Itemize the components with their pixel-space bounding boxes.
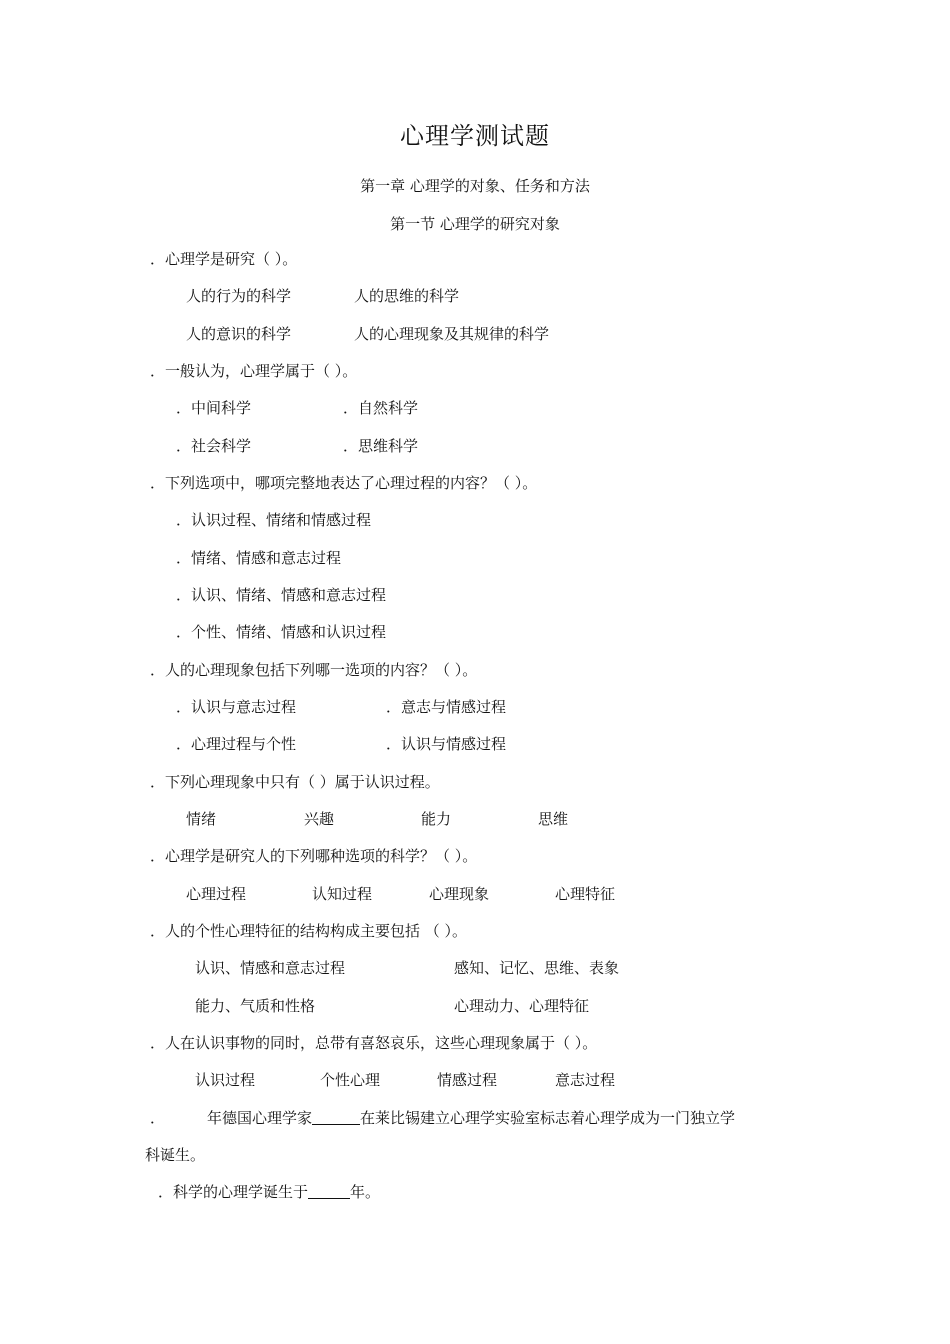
question-7: ．人的个性心理特征的结构构成主要包括 （ ）。 [150, 922, 468, 940]
q8-option-d: 意志过程 [555, 1071, 616, 1089]
answer-blank-2[interactable] [308, 1182, 350, 1199]
q3-option-d: ．个性、情绪、情感和认识过程 [176, 623, 387, 641]
question-6: ．心理学是研究人的下列哪种选项的科学？（ ）。 [150, 847, 478, 865]
q2-option-a: ．中间科学 [176, 399, 252, 417]
page-title: 心理学测试题 [400, 122, 550, 150]
q8-option-a: 认识过程 [195, 1071, 256, 1089]
section-heading: 第一节 心理学的研究对象 [390, 215, 560, 233]
q4-option-a: ．认识与意志过程 [176, 698, 297, 716]
question-9-dot: ． [150, 1109, 166, 1127]
question-10-part2: 年。 [350, 1183, 381, 1201]
question-9-part1: 年德国心理学家 [207, 1109, 313, 1127]
q6-option-a: 心理过程 [186, 885, 247, 903]
q4-option-b: ．意志与情感过程 [386, 698, 507, 716]
q2-option-d: ．思维科学 [343, 437, 419, 455]
answer-blank-1[interactable] [312, 1108, 360, 1125]
question-10-part1: ．科学的心理学诞生于 [158, 1183, 309, 1201]
q2-option-c: ．社会科学 [176, 437, 252, 455]
chapter-heading: 第一章 心理学的对象、任务和方法 [360, 177, 590, 195]
q7-option-c: 能力、气质和性格 [195, 997, 316, 1015]
q5-option-b: 兴趣 [304, 810, 335, 828]
q6-option-b: 认知过程 [312, 885, 373, 903]
question-4: ．人的心理现象包括下列哪一选项的内容？（ ）。 [150, 661, 478, 679]
q3-option-a: ．认识过程、情绪和情感过程 [176, 511, 372, 529]
question-10 [158, 1182, 380, 1202]
question-8: ．人在认识事物的同时，总带有喜怒哀乐，这些心理现象属于（ ）。 [150, 1034, 598, 1052]
q1-option-c: 人的意识的科学 [186, 325, 292, 343]
q4-option-c: ．心理过程与个性 [176, 735, 297, 753]
question-5: ．下列心理现象中只有（ ）属于认识过程。 [150, 773, 440, 791]
q3-option-c: ．认识、情绪、情感和意志过程 [176, 586, 387, 604]
q1-option-d: 人的心理现象及其规律的科学 [354, 325, 550, 343]
q5-option-a: 情绪 [186, 810, 217, 828]
q8-option-c: 情感过程 [437, 1071, 498, 1089]
q3-option-b: ．情绪、情感和意志过程 [176, 549, 342, 567]
q7-option-a: 认识、情感和意志过程 [195, 959, 346, 977]
q2-option-b: ．自然科学 [343, 399, 419, 417]
q8-option-b: 个性心理 [320, 1071, 381, 1089]
question-9 [207, 1108, 735, 1128]
question-2: ．一般认为，心理学属于（ ）。 [150, 362, 358, 380]
question-9-continuation: 科诞生。 [145, 1146, 206, 1164]
q6-option-c: 心理现象 [429, 885, 490, 903]
q6-option-d: 心理特征 [555, 885, 616, 903]
question-3: ．下列选项中，哪项完整地表达了心理过程的内容？（ ）。 [150, 474, 538, 492]
q5-option-d: 思维 [538, 810, 569, 828]
q7-option-d: 心理动力、心理特征 [454, 997, 590, 1015]
q1-option-a: 人的行为的科学 [186, 287, 292, 305]
q7-option-b: 感知、记忆、思维、表象 [454, 959, 620, 977]
question-1: ．心理学是研究（ ）。 [150, 250, 298, 268]
q5-option-c: 能力 [421, 810, 452, 828]
q4-option-d: ．认识与情感过程 [386, 735, 507, 753]
question-9-part2: 在莱比锡建立心理学实验室标志着心理学成为一门独立学 [360, 1109, 736, 1127]
q1-option-b: 人的思维的科学 [354, 287, 460, 305]
